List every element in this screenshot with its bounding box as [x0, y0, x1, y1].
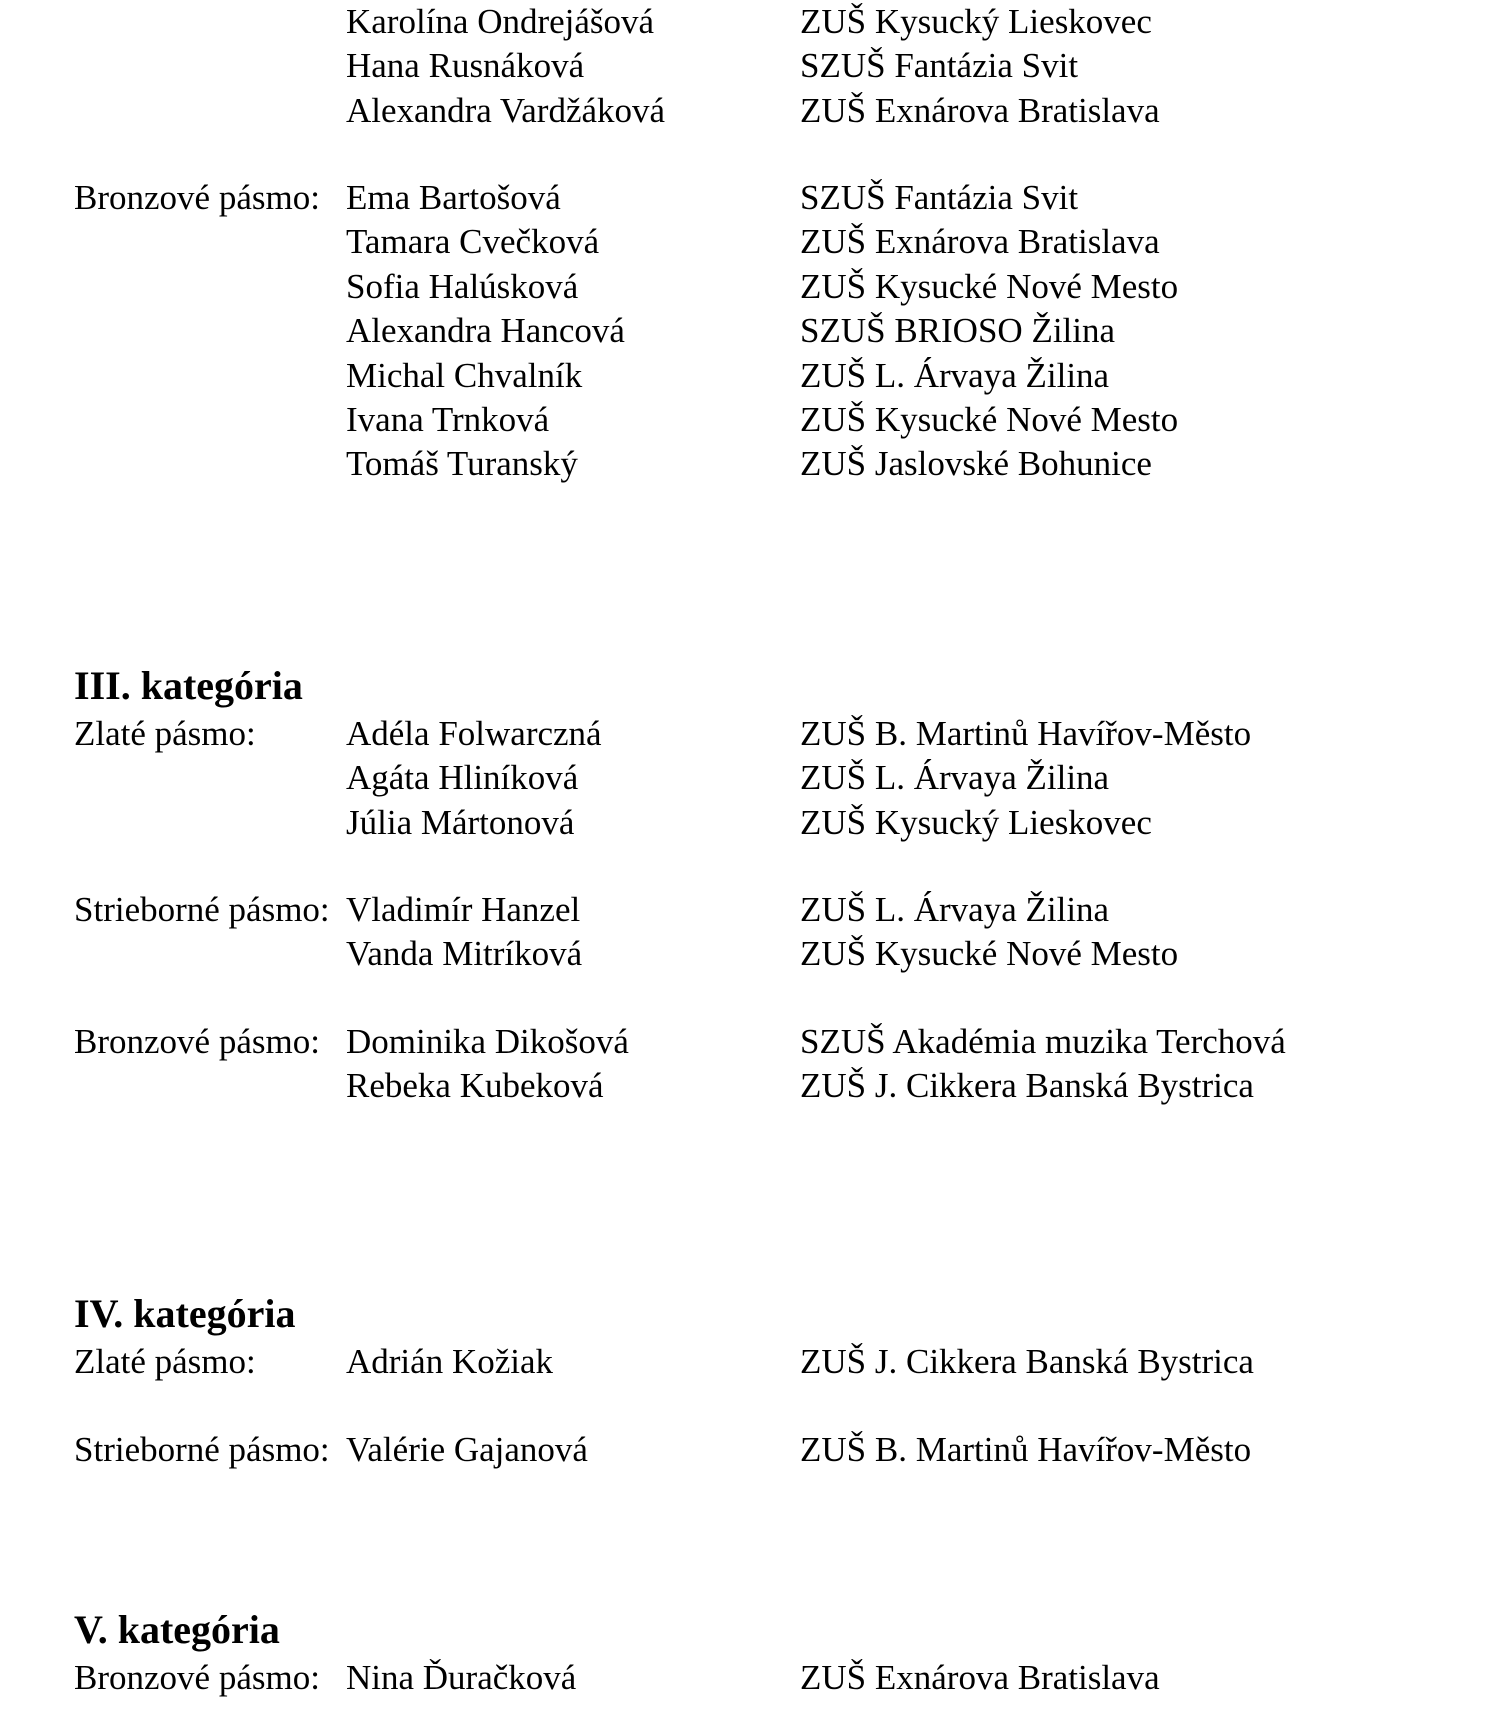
band-label: Zlaté pásmo:: [74, 714, 256, 753]
band-label: Bronzové pásmo:: [74, 1022, 320, 1061]
category-heading: V. kategória: [74, 1607, 280, 1652]
school-name: ZUŠ Exnárova Bratislava: [800, 1658, 1160, 1697]
participant-name: Alexandra Hancová: [346, 311, 625, 350]
school-name: ZUŠ L. Árvaya Žilina: [800, 758, 1110, 797]
school-name: SZUŠ BRIOSO Žilina: [800, 311, 1116, 350]
school-name: ZUŠ Kysucké Nové Mesto: [800, 934, 1179, 973]
participant-name: Valérie Gajanová: [346, 1430, 588, 1469]
school-name: ZUŠ B. Martinů Havířov-Město: [800, 714, 1252, 753]
participant-name: Tomáš Turanský: [346, 444, 578, 483]
category-heading: IV. kategória: [74, 1291, 296, 1336]
participant-name: Ivana Trnková: [346, 400, 550, 439]
school-name: SZUŠ Akadémia muzika Terchová: [800, 1022, 1286, 1061]
band-label: Bronzové pásmo:: [74, 1658, 320, 1697]
category-heading: III. kategória: [74, 663, 303, 708]
school-name: ZUŠ Kysucký Lieskovec: [800, 2, 1152, 41]
school-name: ZUŠ Kysucký Lieskovec: [800, 803, 1152, 842]
school-name: ZUŠ Exnárova Bratislava: [800, 91, 1160, 130]
band-label: Strieborné pásmo:: [74, 890, 330, 929]
school-name: ZUŠ L. Árvaya Žilina: [800, 356, 1110, 395]
band-label: Zlaté pásmo:: [74, 1342, 256, 1381]
participant-name: Adéla Folwarczná: [346, 714, 602, 753]
school-name: ZUŠ J. Cikkera Banská Bystrica: [800, 1066, 1254, 1105]
participant-name: Vladimír Hanzel: [346, 890, 581, 929]
participant-name: Sofia Halúsková: [346, 267, 579, 306]
participant-name: Vanda Mitríková: [346, 934, 583, 973]
participant-name: Júlia Mártonová: [346, 803, 575, 842]
participant-name: Michal Chvalník: [346, 356, 583, 395]
band-label: Strieborné pásmo:: [74, 1430, 330, 1469]
participant-name: Adrián Kožiak: [346, 1342, 554, 1381]
school-name: ZUŠ B. Martinů Havířov-Město: [800, 1430, 1252, 1469]
school-name: ZUŠ L. Árvaya Žilina: [800, 890, 1110, 929]
participant-name: Hana Rusnáková: [346, 46, 585, 85]
participant-name: Alexandra Vardžáková: [346, 91, 666, 130]
participant-name: Nina Ďuračková: [346, 1658, 577, 1697]
participant-name: Ema Bartošová: [346, 178, 561, 217]
school-name: ZUŠ Jaslovské Bohunice: [800, 444, 1152, 483]
school-name: ZUŠ Kysucké Nové Mesto: [800, 400, 1179, 439]
participant-name: Tamara Cvečková: [346, 222, 600, 261]
band-label: Bronzové pásmo:: [74, 178, 320, 217]
participant-name: Karolína Ondrejášová: [346, 2, 655, 41]
school-name: ZUŠ Kysucké Nové Mesto: [800, 267, 1179, 306]
school-name: ZUŠ J. Cikkera Banská Bystrica: [800, 1342, 1254, 1381]
school-name: ZUŠ Exnárova Bratislava: [800, 222, 1160, 261]
participant-name: Agáta Hliníková: [346, 758, 579, 797]
school-name: SZUŠ Fantázia Svit: [800, 178, 1079, 217]
participant-name: Dominika Dikošová: [346, 1022, 629, 1061]
school-name: SZUŠ Fantázia Svit: [800, 46, 1079, 85]
participant-name: Rebeka Kubeková: [346, 1066, 604, 1105]
